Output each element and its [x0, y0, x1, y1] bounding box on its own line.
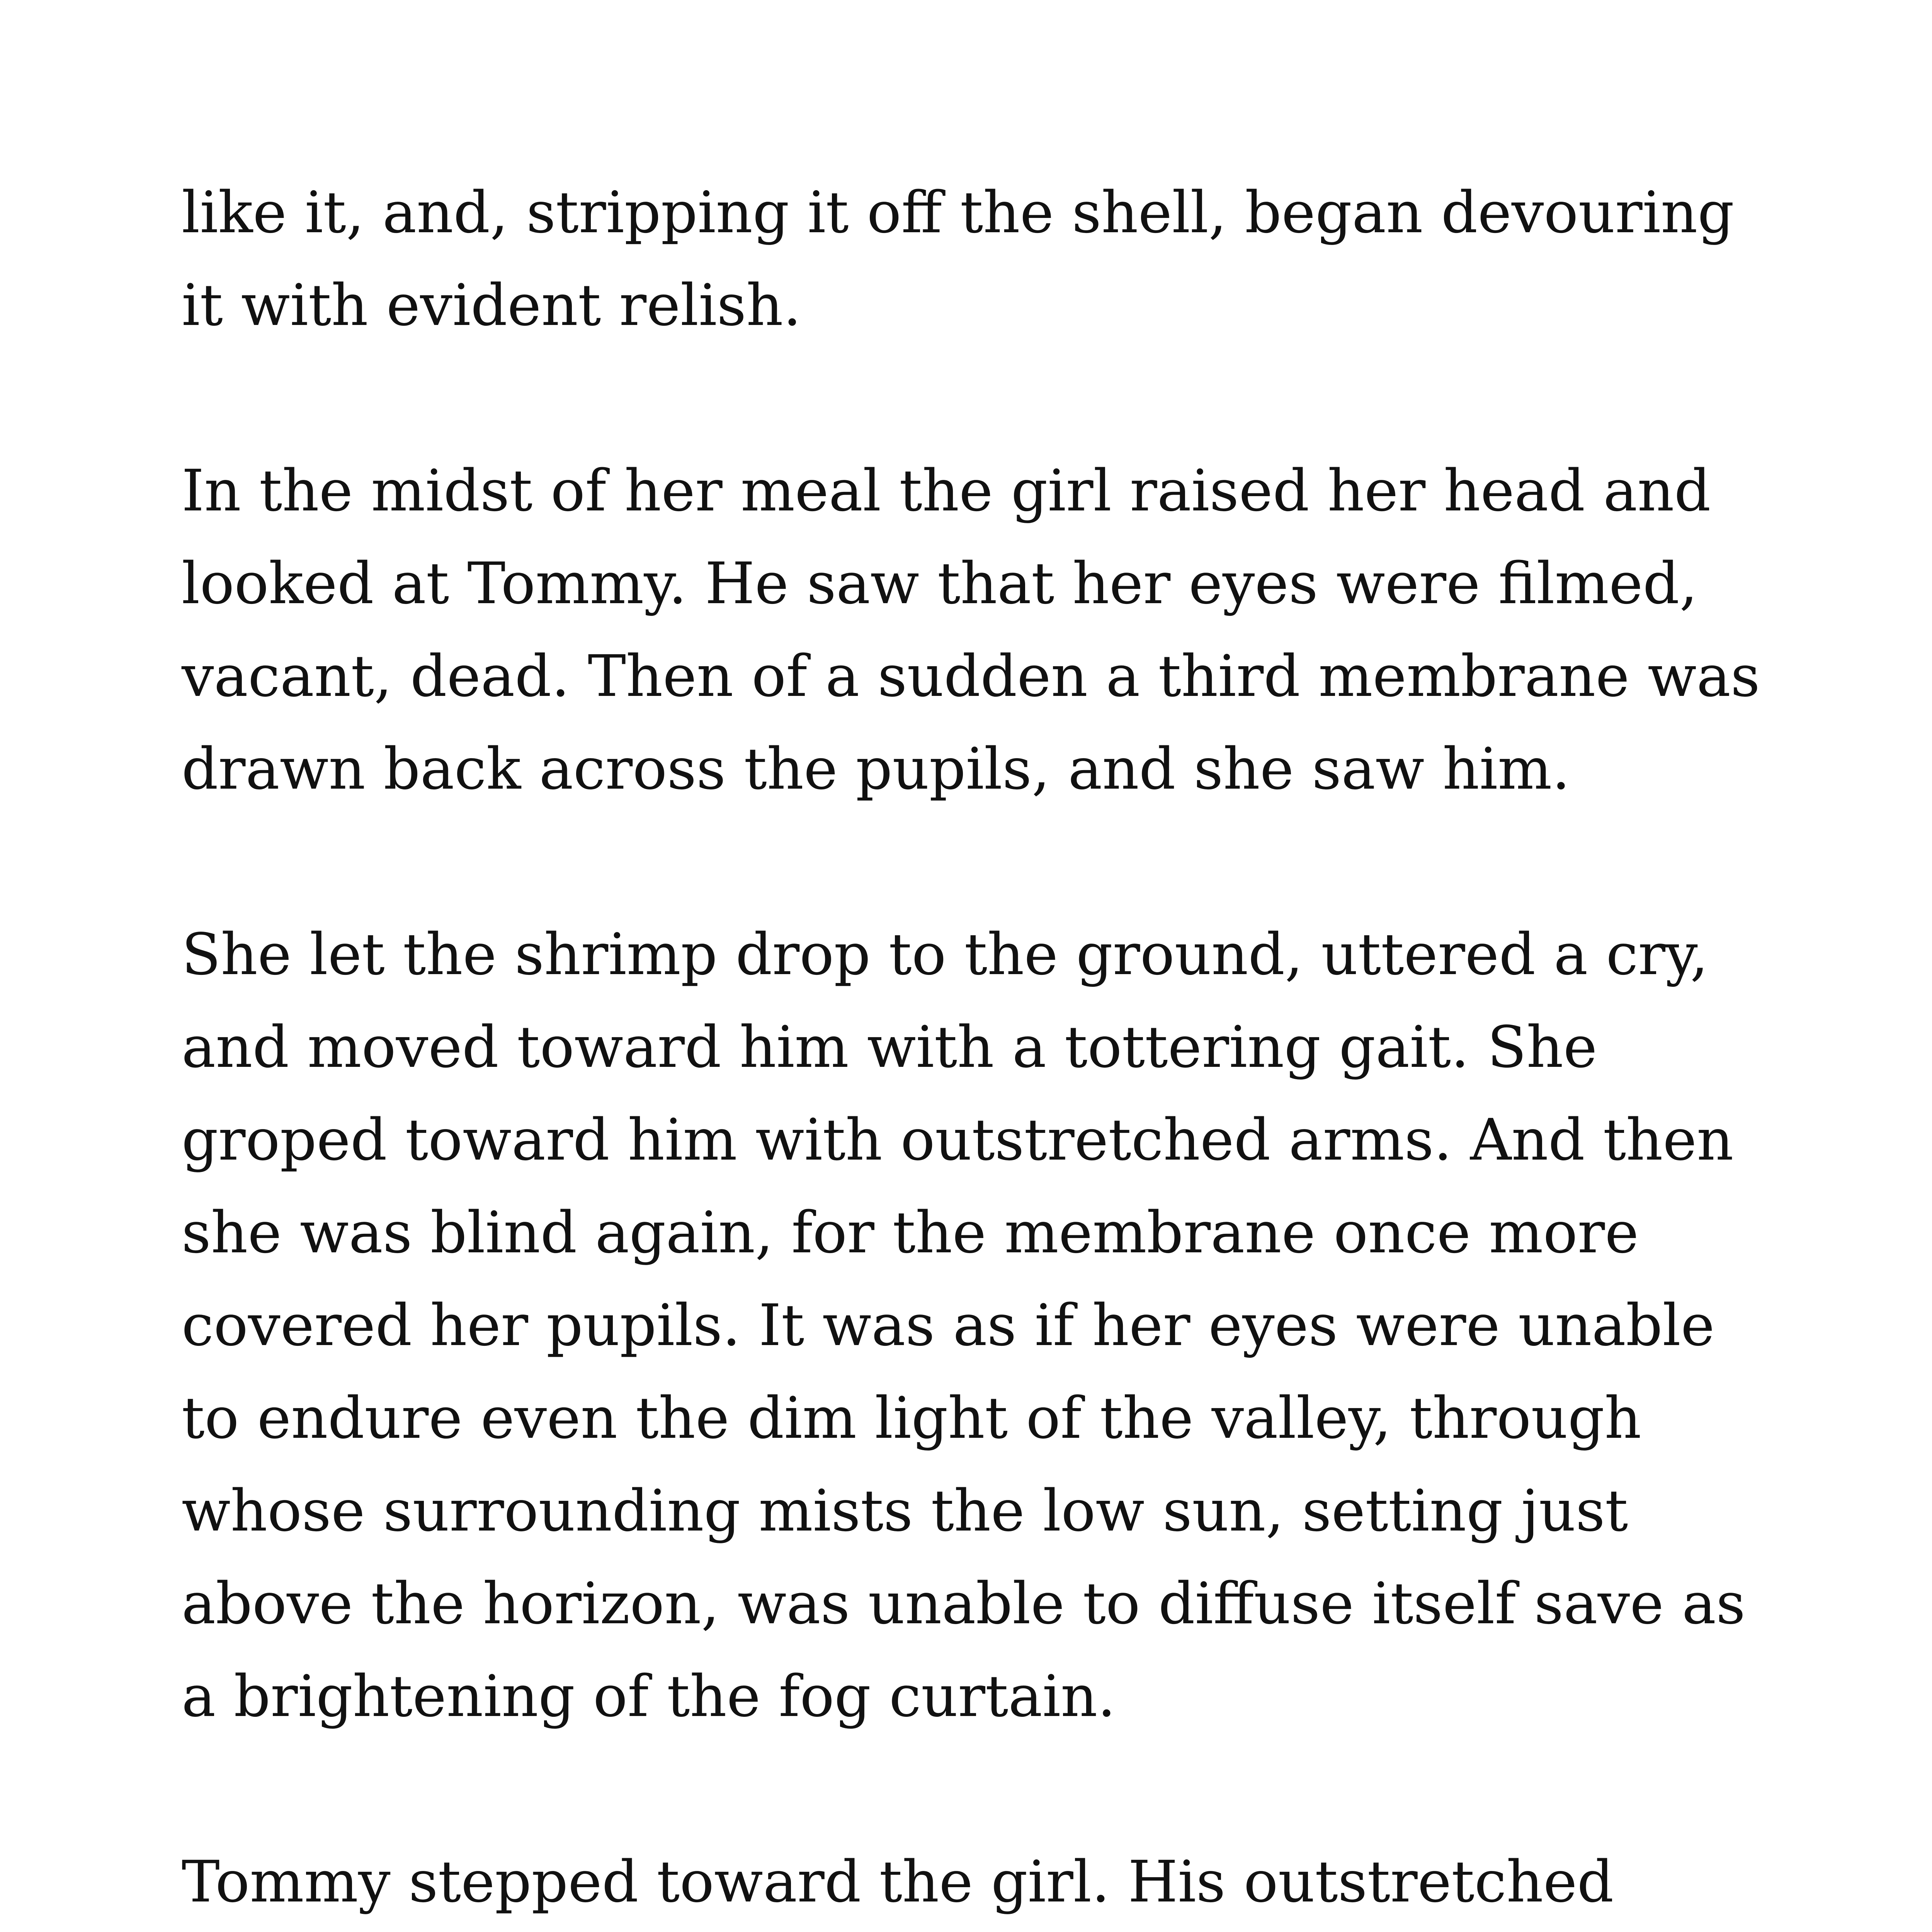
- text-line: above the horizon, was unable to diffuse itself save as: [182, 1570, 1746, 1637]
- document-page: [182, 166, 1843, 1932]
- paragraph: [182, 166, 1843, 352]
- text-line: drawn back across the pupils, and she saw him.: [182, 736, 1570, 802]
- text-line: looked at Tommy. He saw that her eyes were filmed,: [182, 550, 1698, 617]
- text-line: In the midst of her meal the girl raised her head and: [182, 457, 1711, 524]
- text-line: Tommy stepped toward the girl. His outstretched: [182, 1849, 1614, 1915]
- text-line: vacant, dead. Then of a sudden a third membrane was: [182, 643, 1760, 709]
- text-line: it with evident relish.: [182, 272, 801, 338]
- text-line: she was blind again, for the membrane once more: [182, 1199, 1639, 1266]
- paragraph: [182, 1835, 1843, 1932]
- text-line: She let the shrimp drop to the ground, uttered a cry,: [182, 921, 1709, 988]
- text-line: to endure even the dim light of the valley, through: [182, 1385, 1641, 1451]
- text-line: and moved toward him with a tottering gait. She: [182, 1014, 1597, 1080]
- paragraph: [182, 444, 1843, 815]
- text-line: groped toward him with outstretched arms. And then: [182, 1107, 1734, 1173]
- text-line: [182, 1928, 1843, 1932]
- paragraph: [182, 908, 1843, 1743]
- text-line: covered her pupils. It was as if her eyes were unable: [182, 1292, 1715, 1359]
- text-line: like it, and, stripping it off the shell, began devouring: [182, 179, 1735, 246]
- text-line: a brightening of the fog curtain.: [182, 1663, 1116, 1730]
- text-line: whose surrounding mists the low sun, setting just: [182, 1478, 1628, 1544]
